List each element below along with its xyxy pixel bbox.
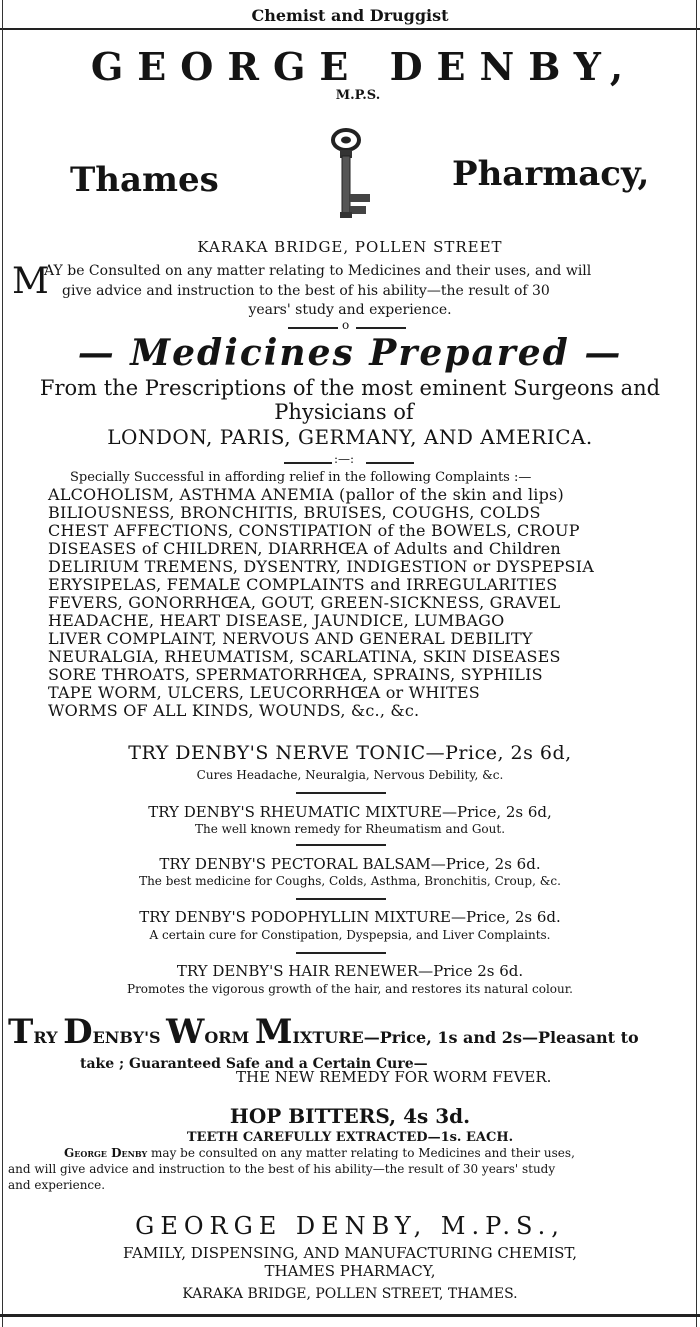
complaint-line: ERYSIPELAS, FEMALE COMPLAINTS and IRREGULARITIES [48,575,558,594]
pectoral-title: TRY DENBY'S PECTORAL BALSAM—Price, 2s 6d. [159,855,541,873]
hair-renewer-desc: Promotes the vigorous growth of the hair, and restores its natural colour. [127,982,573,996]
rheumatic-title: TRY DENBY'S RHEUMATIC MIXTURE—Price, 2s 6d, [148,803,552,821]
pectoral-desc: The best medicine for Coughs, Colds, Asthma, Bronchitis, Croup, &c. [139,874,561,888]
worm-cap-w: W [166,1012,205,1052]
podophyllin-desc: A certain cure for Constipation, Dyspepsia, and Liver Complaints. [149,928,551,942]
intro-line-2: give advice and instruction to the best of his ability—the result of 30 [62,283,550,299]
worm-cap-m: M [254,1012,293,1052]
footer-address: KARAKA BRIDGE, POLLEN STREET, THAMES. [182,1286,518,1302]
hair-renewer-title: TRY DENBY'S HAIR RENEWER—Price 2s 6d. [176,962,524,980]
complaint-line: HEADACHE, HEART DISEASE, JAUNDICE, LUMBAGO [48,611,505,630]
section-header: Chemist and Druggist [251,6,449,25]
worm-word-2: ENBY'S [92,1028,161,1047]
podophyllin-title: TRY DENBY'S PODOPHYLLIN MIXTURE—Price, 2s 6d. [139,908,561,926]
complaint-line: FEVERS, GONORRHŒA, GOUT, GREEN-SICKNESS, GRAVEL [48,593,561,612]
complaint-line: CHEST AFFECTIONS, CONSTIPATION of the BOWELS, CROUP [48,521,580,540]
intro-line-1: AY be Consulted on any matter relating to Medicines and their uses, and will [44,263,592,279]
intro-line-3: years' study and experience. [248,302,452,318]
key-icon [326,126,374,222]
bottom-rule [0,1314,700,1317]
consult-line-3: and experience. [8,1178,106,1192]
product-divider [296,792,386,794]
divider-2-right [366,462,414,464]
worm-word-1: RY [33,1028,58,1047]
complaint-line: DISEASES of CHILDREN, DIARRHŒA of Adults and Children [48,539,561,558]
worm-word-3: ORM [204,1028,250,1047]
worm-line-2: take ; Guaranteed Safe and a Certain Cure— [80,1056,428,1072]
proprietor-title: M.P.S. [335,88,381,103]
worm-word-4: IXTURE—Price, 1s and 2s—Pleasant to [292,1028,639,1047]
divider-left [288,327,338,329]
product-divider [296,952,386,954]
footer-business: FAMILY, DISPENSING, AND MANUFACTURING CHEMIST, [123,1244,577,1262]
consult-text-1: may be consulted on any matter relating to Medicines and their uses, [147,1146,575,1160]
prescriptions-line-2: Physicians of [274,400,414,424]
hop-bitters: HOP BITTERS, 4s 3d. [229,1104,471,1128]
complaints-intro: Specially Successful in affording relief in the following Complaints :— [70,470,532,485]
top-rule [0,28,700,30]
consult-name: George Denby [64,1146,148,1160]
teeth-extracted: TEETH CAREFULLY EXTRACTED—1s. EACH. [186,1130,514,1145]
nerve-tonic-title: TRY DENBY'S NERVE TONIC—Price, 2s 6d, [128,742,572,764]
consult-line-1 [64,1146,575,1160]
product-divider [296,844,386,846]
worm-cap-t: T [8,1012,34,1052]
product-divider [296,898,386,900]
thames-word: Thames [70,160,219,200]
worm-line-3: THE NEW REMEDY FOR WORM FEVER. [236,1068,552,1086]
divider-2-mark: :—: [334,452,355,466]
complaint-line: BILIOUSNESS, BRONCHITIS, BRUISES, COUGHS, COLDS [48,503,541,522]
prescriptions-line-1: From the Prescriptions of the most eminent Surgeons and [39,376,661,400]
divider-mark: o [342,318,350,332]
complaint-line: TAPE WORM, ULCERS, LEUCORRHŒA or WHITES [48,683,480,702]
footer-pharmacy: THAMES PHARMACY, [264,1262,436,1280]
complaint-line: SORE THROATS, SPERMATORRHŒA, SPRAINS, SYPHILIS [48,665,543,684]
medicines-headline: — Medicines Prepared — [77,332,623,374]
address-line: KARAKA BRIDGE, POLLEN STREET [197,238,503,256]
nerve-tonic-desc: Cures Headache, Neuralgia, Nervous Debility, &c. [196,768,504,782]
divider-right [356,327,406,329]
complaint-line: DELIRIUM TREMENS, DYSENTRY, INDIGESTION or DYSPEPSIA [48,557,594,576]
rheumatic-desc: The well known remedy for Rheumatism and Gout. [194,822,506,836]
worm-mixture-title [8,1012,639,1052]
complaint-line: LIVER COMPLAINT, NERVOUS AND GENERAL DEBILITY [48,629,533,648]
worm-cap-d: D [63,1012,93,1052]
consult-line-2: and will give advice and instruction to the best of his ability—the result of 30 years' study [8,1162,556,1176]
intro-dropcap: M [12,261,49,302]
divider-2-left [284,462,332,464]
complaint-line: ALCOHOLISM, ASTHMA ANEMIA (pallor of the skin and lips) [48,485,564,504]
complaint-line: WORMS OF ALL KINDS, WOUNDS, &c., &c. [48,701,420,720]
pharmacy-word: Pharmacy, [452,154,650,194]
footer-proprietor: GEORGE DENBY, M.P.S., [135,1212,565,1240]
proprietor-name: GEORGE DENBY, [90,44,638,89]
complaint-line: NEURALGIA, RHEUMATISM, SCARLATINA, SKIN DISEASES [48,647,561,666]
cities-line: LONDON, PARIS, GERMANY, AND AMERICA. [107,425,593,449]
